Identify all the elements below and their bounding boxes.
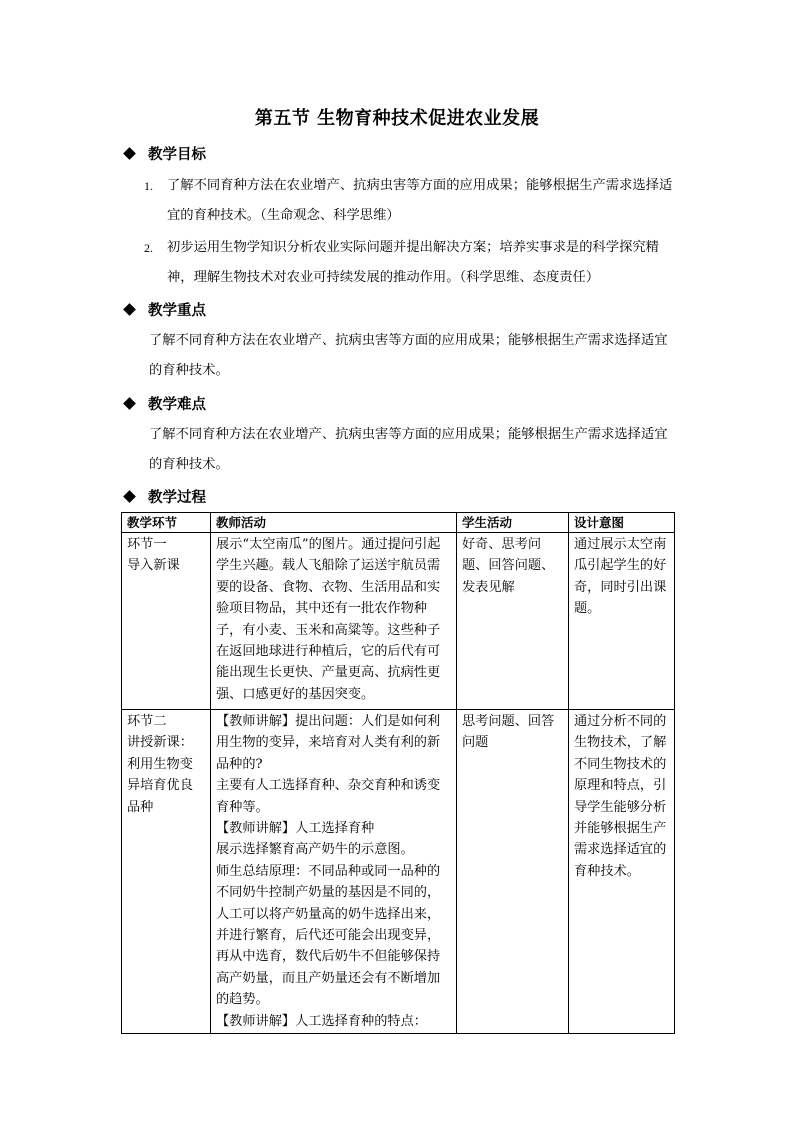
stage-line: 环节二 [127, 714, 167, 729]
section-heading-label: 教学过程 [148, 489, 206, 506]
stage-cell [122, 533, 211, 710]
diamond-bullet-icon [123, 147, 136, 160]
design-intent-cell: 通过展示太空南瓜引起学生的好奇，同时引出课题。 [569, 533, 675, 710]
teacher-activity-line: 展示选择繁育高产奶牛的示意图。 [216, 842, 414, 858]
table-row [122, 710, 675, 1034]
section-heading-process [122, 486, 206, 506]
teacher-activity-cell [211, 533, 457, 710]
goal-number: 2. [144, 241, 153, 255]
student-activity-cell: 思考问题、回答问题 [457, 710, 569, 1034]
section-heading-difficulties [122, 393, 206, 413]
stage-cell [122, 710, 211, 1034]
teacher-activity-cell [211, 710, 457, 1034]
teacher-activity-line: 展示“太空南瓜”的图片。通过提问引起学生兴趣。载人飞船除了运送宇航员需要的设备、食物、衣物、生活用品和实验项目物品，其中还有一批农作物种子，有小麦、玉米和高粱等。这些种子在返回地球进行种植后，它的后代有可能出现生长更快、产量更高、抗病性更强、口感更好的基因突变。 [216, 537, 441, 702]
key-points-text: 了解不同育种方法在农业增产、抗病虫害等方面的应用成果；能够根据生产需求选择适宜的育种技术。 [149, 333, 668, 378]
goal-item [144, 171, 674, 231]
student-activity-cell: 好奇、思考问题、回答问题、发表见解 [457, 533, 569, 710]
page-title: 第五节 生物育种技术促进农业发展 [254, 108, 540, 129]
teacher-activity-line: 主要有人工选择育种、杂交育种和诱变育种等。 [216, 778, 441, 815]
goal-text: 初步运用生物学知识分析农业实际问题并提出解决方案；培养实事求是的科学探究精神，理解生物技术对农业可持续发展的推动作用。（科学思维、态度责任） [167, 240, 659, 285]
section-heading-key-points [122, 299, 206, 319]
section-heading-label: 教学重点 [148, 302, 206, 319]
diamond-bullet-icon [123, 490, 136, 503]
section-heading-label: 教学难点 [148, 396, 206, 413]
design-intent-cell: 通过分析不同的生物技术，了解不同生物技术的原理和特点，引导学生能够分析并能够根据生产需求选择适宜的育种技术。 [569, 710, 675, 1034]
column-header: 教师活动 [211, 513, 457, 533]
stage-line: 讲授新课： [127, 735, 193, 751]
difficulties-text: 了解不同育种方法在农业增产、抗病虫害等方面的应用成果；能够根据生产需求选择适宜的育种技术。 [149, 427, 668, 472]
goal-number: 1. [144, 179, 153, 193]
teacher-activity-line: 【教师讲解】提出问题：人们是如何利用生物的变异，来培育对人类有利的新品种的? [216, 714, 441, 772]
diamond-bullet-icon [123, 303, 136, 316]
section-heading-goals [122, 143, 206, 163]
teacher-activity-line: 【教师讲解】人工选择育种 [216, 821, 375, 837]
goal-item [144, 233, 674, 293]
column-header: 设计意图 [569, 513, 675, 533]
goal-text: 了解不同育种方法在农业增产、抗病虫害等方面的应用成果；能够根据生产需求选择适宜的育种技术。（生命观念、科学思维） [167, 178, 673, 223]
column-header: 教学环节 [122, 513, 211, 533]
table-row [122, 533, 675, 710]
stage-line: 利用生物变异培育优良品种 [127, 756, 193, 815]
column-header: 学生活动 [457, 513, 569, 533]
teacher-activity-line: 【教师讲解】人工选择育种的特点： [216, 1013, 427, 1029]
stage-line: 导入新课 [127, 558, 180, 574]
table-header-row [122, 513, 675, 533]
diamond-bullet-icon [123, 397, 136, 410]
teacher-activity-line: 师生总结原理：不同品种或同一品种的不同奶牛控制产奶量的基因是不同的，人工可以将产奶量高的奶牛选择出来，并进行繁育，后代还可能会出现变异，再从中选育，数代后奶牛不但能够保持高产奶量，而且产奶量还会有不断增加的趋势。 [216, 863, 441, 1008]
section-heading-label: 教学目标 [148, 146, 206, 163]
teaching-process-table [121, 512, 675, 1034]
stage-line: 环节一 [127, 537, 167, 552]
